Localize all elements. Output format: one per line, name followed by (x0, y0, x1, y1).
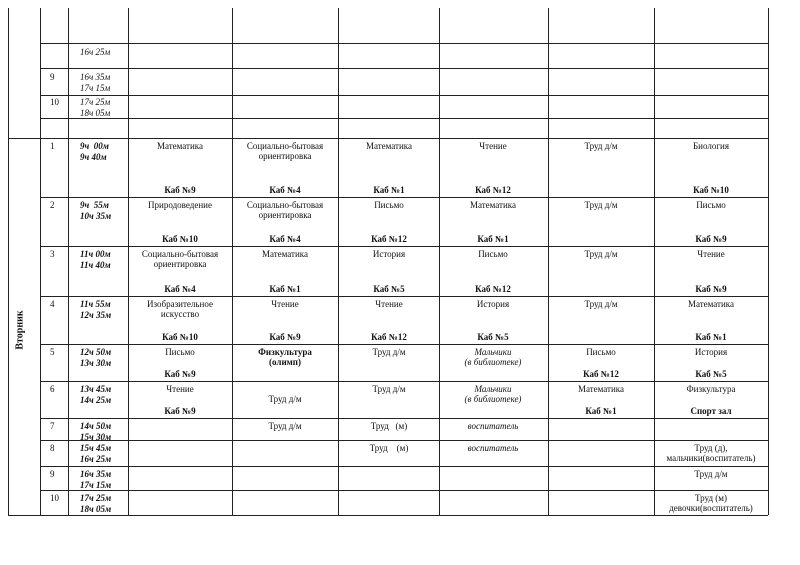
row-divider (40, 68, 768, 69)
day-label: Вторник (14, 310, 26, 350)
row-divider (40, 490, 768, 491)
subject-cell: Чтение (271, 299, 299, 309)
subject-cell: Письмо (165, 347, 195, 357)
subject-cell: Труд д/м (584, 200, 618, 210)
subject-cell: Математика (469, 200, 517, 210)
lesson-end-time: 17ч 15м (80, 480, 112, 490)
room-label: Каб №4 (269, 185, 301, 195)
subject-cell: Биология (692, 141, 730, 151)
lesson-end-time: 13ч 30м (80, 358, 112, 368)
lesson-start-time: 17ч 25м (80, 493, 112, 503)
subject-cell: Социально-бытовая ориентировка (246, 141, 324, 161)
subject-cell: Письмо (696, 200, 726, 210)
subject-cell: воспитатель (467, 421, 519, 431)
lesson-number: 7 (50, 421, 55, 431)
subject-cell: Чтение (697, 249, 725, 259)
room-label: Каб №1 (695, 332, 727, 342)
column-divider (338, 8, 339, 515)
lesson-end-time: 12ч 35м (80, 310, 112, 320)
subject-cell: Труд д/м (584, 249, 618, 259)
table-border-right (768, 8, 769, 515)
column-divider (439, 8, 440, 515)
row-divider (40, 296, 768, 297)
lesson-end-time: 15ч 30м (80, 432, 112, 442)
subject-cell: Математика (156, 141, 204, 151)
room-label: Каб №12 (475, 185, 511, 195)
lesson-start-time: 9ч 55м (80, 200, 109, 210)
subject-cell: Труд д/м (584, 141, 618, 151)
room-label: Каб №12 (475, 284, 511, 294)
column-divider (548, 8, 549, 515)
row-divider (40, 43, 768, 44)
room-label: Каб №9 (164, 406, 196, 416)
row-divider (40, 197, 768, 198)
subject-cell: История (476, 299, 510, 309)
lesson-number: 6 (50, 384, 55, 394)
lesson-number: 8 (50, 443, 55, 453)
subject-cell: Труд (м) девочки(воспитатель) (669, 493, 753, 513)
room-label: Каб №12 (371, 234, 407, 244)
room-label: Каб №12 (583, 369, 619, 379)
subject-cell: История (694, 347, 728, 357)
row-divider (40, 246, 768, 247)
lesson-start-time: 13ч 45м (80, 384, 112, 394)
subject-cell: Письмо (478, 249, 508, 259)
room-label: Каб №5 (695, 369, 727, 379)
room-label: Каб №10 (162, 332, 198, 342)
row-divider (40, 381, 768, 382)
room-label: Каб №4 (269, 234, 301, 244)
subject-cell: Математика (577, 384, 625, 394)
room-label: Каб №9 (695, 284, 727, 294)
subject-cell: воспитатель (467, 443, 519, 453)
room-label: Каб №9 (164, 369, 196, 379)
lesson-end-time: 11ч 40м (80, 260, 111, 270)
subject-cell: Мальчики (в библиотеке) (464, 347, 522, 367)
subject-cell: Математика (261, 249, 309, 259)
row-divider (40, 466, 768, 467)
row-divider (40, 344, 768, 345)
subject-cell: Социально-бытовая ориентировка (246, 200, 324, 220)
lesson-start-time: 11ч 00м (80, 249, 111, 259)
lesson-end-time: 18ч 05м (80, 108, 111, 118)
table-border-left (8, 8, 9, 515)
row-divider (40, 118, 768, 119)
room-label: Каб №10 (162, 234, 198, 244)
subject-cell: Мальчики (в библиотеке) (464, 384, 522, 404)
room-label: Каб №1 (585, 406, 617, 416)
subject-cell: Чтение (375, 299, 403, 309)
column-divider (128, 8, 129, 515)
room-label: Каб №5 (477, 332, 509, 342)
room-label: Каб №1 (477, 234, 509, 244)
subject-cell: Чтение (479, 141, 507, 151)
lesson-start-time: 16ч 25м (80, 47, 111, 57)
column-divider (654, 8, 655, 515)
subject-cell: Письмо (586, 347, 616, 357)
subject-cell: Труд д/м (268, 421, 302, 431)
subject-cell: Труд (м) (370, 421, 408, 431)
subject-cell: Физкультура (олимп) (258, 347, 312, 367)
lesson-number: 10 (50, 97, 59, 107)
subject-cell: Чтение (166, 384, 194, 394)
column-divider (40, 8, 41, 515)
room-label: Каб №10 (693, 185, 729, 195)
lesson-number: 9 (50, 72, 55, 82)
column-divider (68, 8, 69, 515)
subject-cell: Труд д/м (268, 394, 302, 404)
row-divider (40, 440, 768, 441)
room-label: Спорт зал (690, 406, 732, 416)
lesson-end-time: 16ч 25м (80, 454, 112, 464)
room-label: Каб №9 (269, 332, 301, 342)
room-label: Каб №9 (695, 234, 727, 244)
subject-cell: Социально-бытовая ориентировка (141, 249, 219, 269)
table-border-bottom (8, 515, 768, 516)
room-label: Каб №1 (373, 185, 405, 195)
subject-cell: Труд д/м (372, 347, 406, 357)
column-divider (232, 8, 233, 515)
subject-cell: Труд д/м (372, 384, 406, 394)
subject-cell: Письмо (374, 200, 404, 210)
lesson-start-time: 9ч 00м (80, 141, 109, 151)
lesson-end-time: 10ч 35м (80, 211, 112, 221)
lesson-number: 1 (50, 141, 55, 151)
lesson-end-time: 18ч 05м (80, 504, 112, 514)
room-label: Каб №1 (269, 284, 301, 294)
room-label: Каб №12 (371, 332, 407, 342)
lesson-start-time: 17ч 25м (80, 97, 111, 107)
row-divider (40, 418, 768, 419)
lesson-start-time: 11ч 55м (80, 299, 111, 309)
room-label: Каб №9 (164, 185, 196, 195)
room-label: Каб №5 (373, 284, 405, 294)
lesson-end-time: 17ч 15м (80, 83, 111, 93)
lesson-start-time: 15ч 45м (80, 443, 112, 453)
lesson-number: 5 (50, 347, 55, 357)
lesson-end-time: 9ч 40м (80, 152, 107, 162)
subject-cell: Изобразительное искусство (147, 299, 213, 319)
lesson-start-time: 16ч 35м (80, 72, 111, 82)
room-label: Каб №4 (164, 284, 196, 294)
lesson-number: 4 (50, 299, 55, 309)
subject-cell: Труд д/м (584, 299, 618, 309)
subject-cell: Математика (365, 141, 413, 151)
lesson-number: 2 (50, 200, 55, 210)
lesson-end-time: 14ч 25м (80, 395, 112, 405)
subject-cell: Труд (м) (369, 443, 409, 453)
lesson-number: 3 (50, 249, 55, 259)
lesson-start-time: 16ч 35м (80, 469, 112, 479)
subject-cell: Физкультура (686, 384, 736, 394)
subject-cell: Труд (д), мальчики(воспитатель) (666, 443, 756, 463)
lesson-start-time: 12ч 50м (80, 347, 112, 357)
row-divider (40, 95, 768, 96)
subject-cell: Математика (687, 299, 735, 309)
lesson-number: 9 (50, 469, 55, 479)
lesson-start-time: 14ч 50м (80, 421, 112, 431)
subject-cell: Природоведение (148, 200, 212, 210)
lesson-number: 10 (50, 493, 59, 503)
subject-cell: Труд д/м (694, 469, 728, 479)
subject-cell: История (372, 249, 406, 259)
